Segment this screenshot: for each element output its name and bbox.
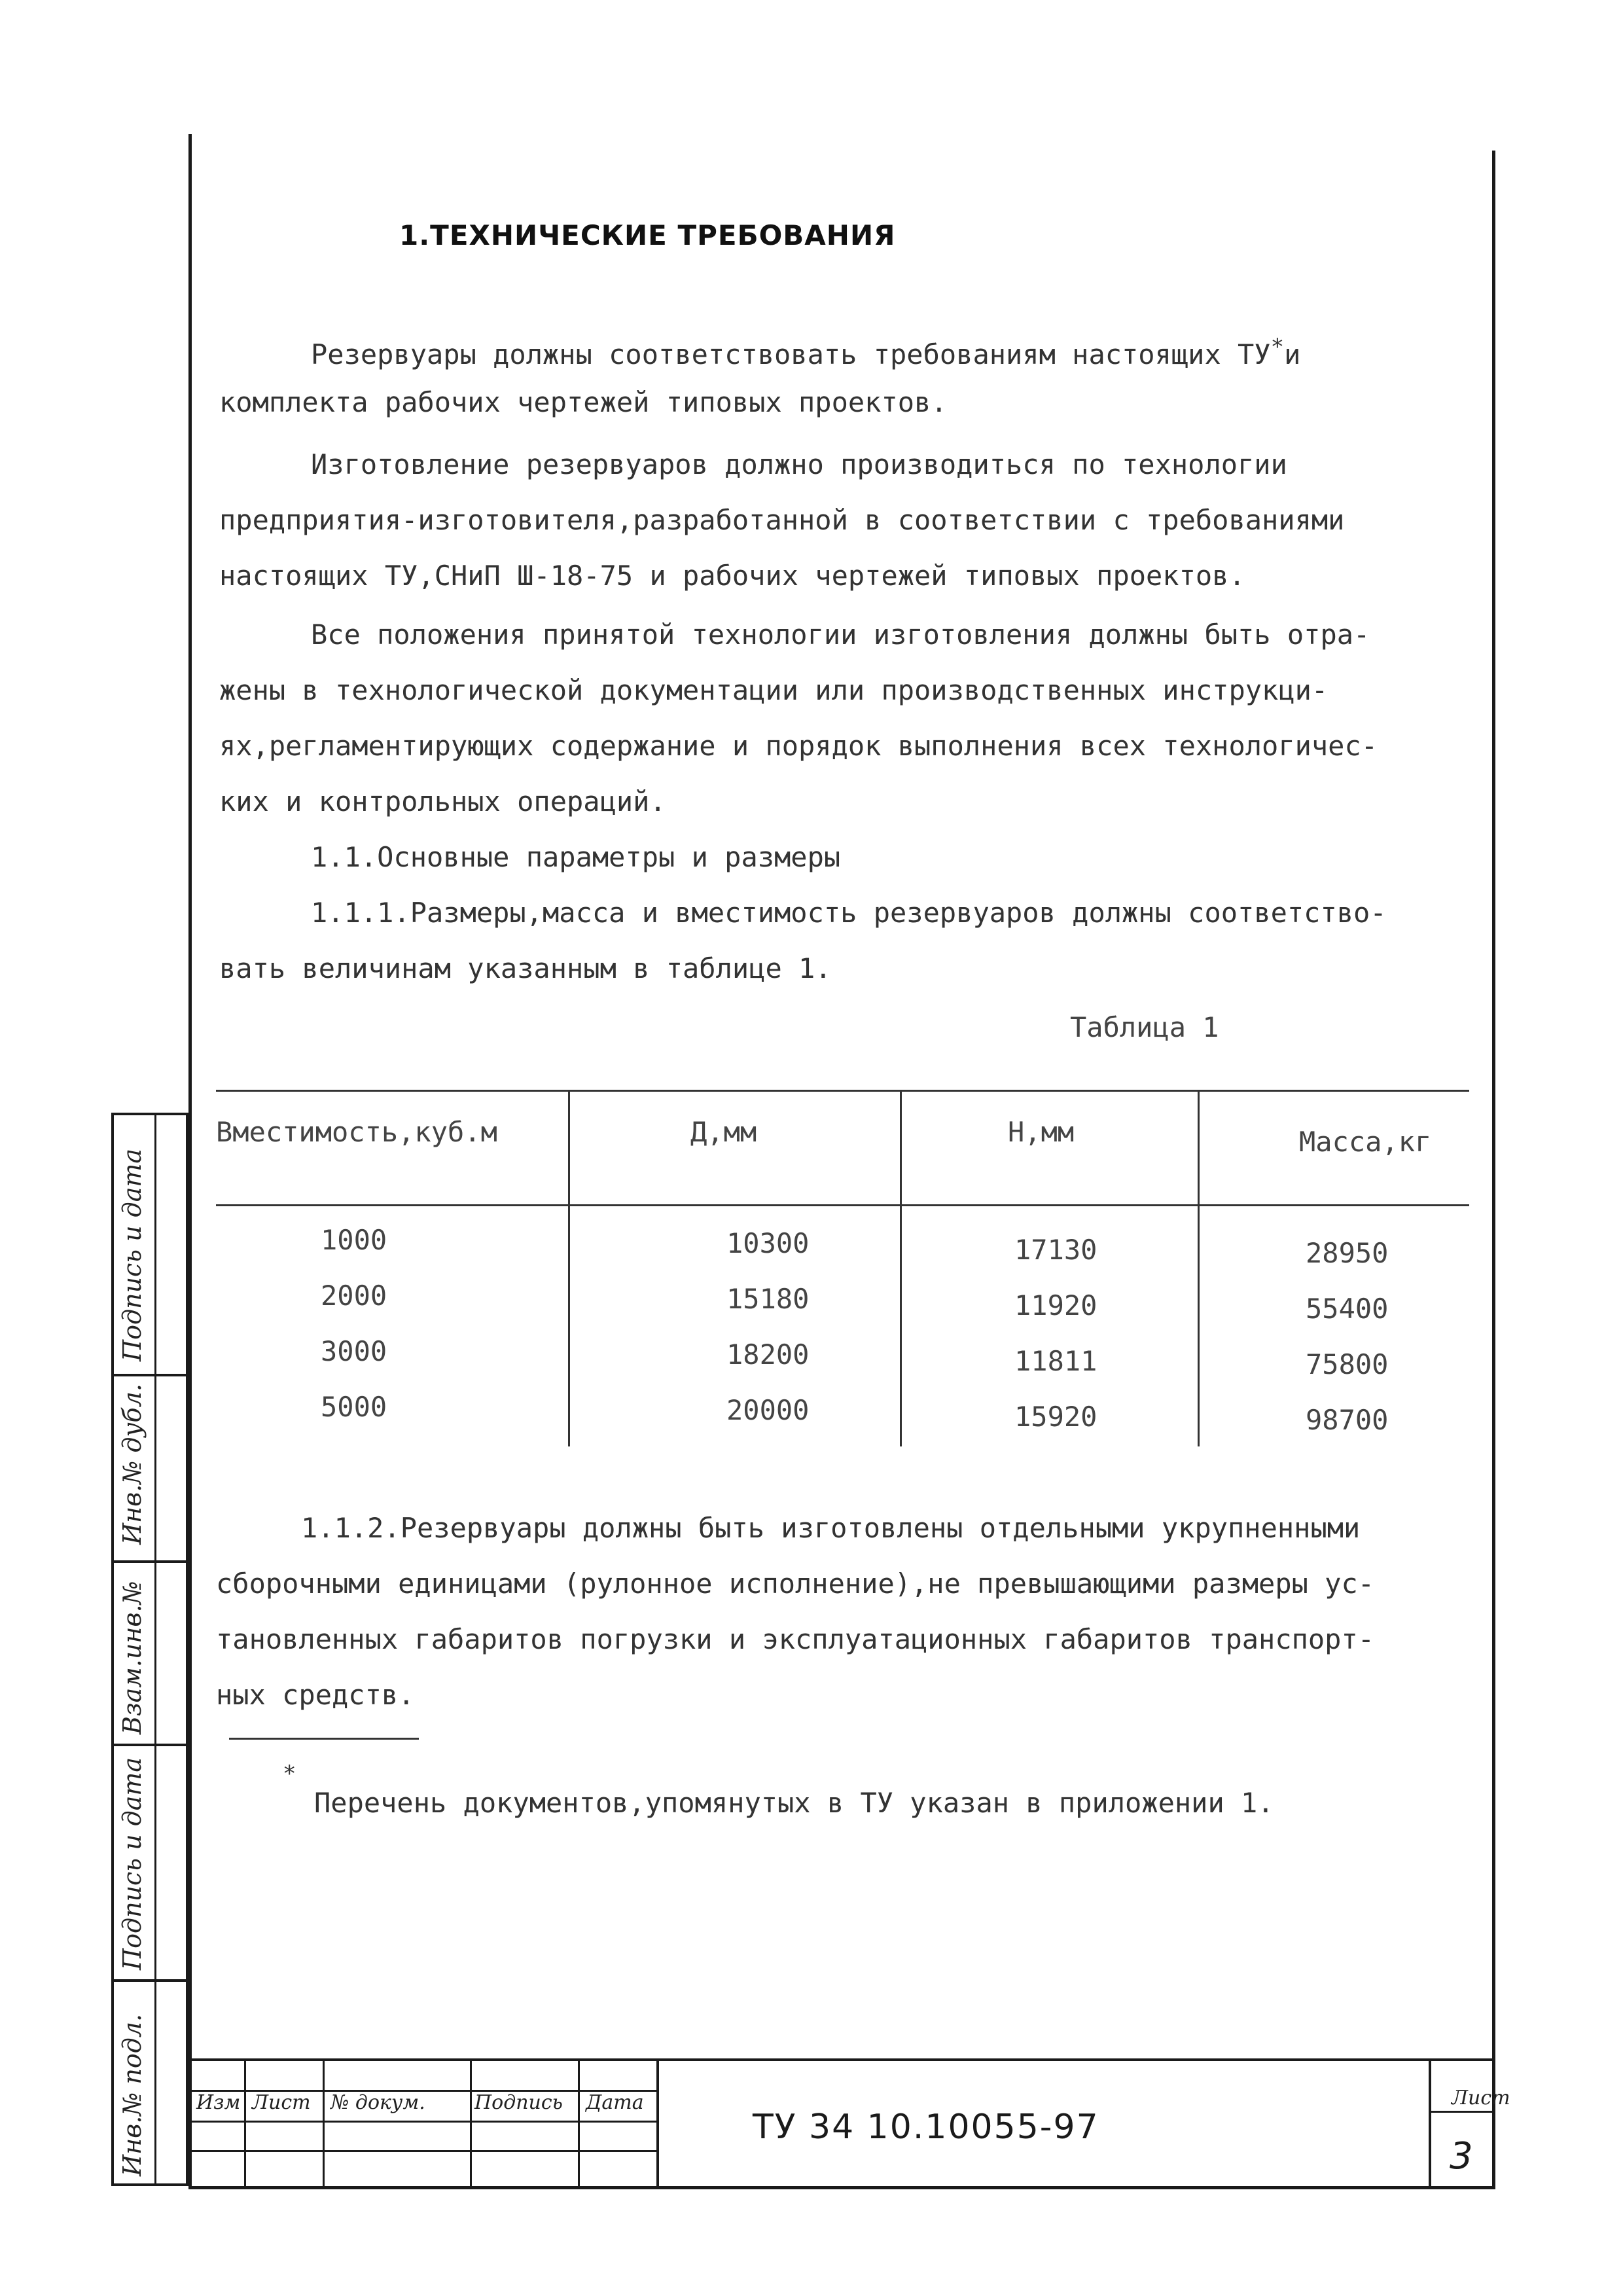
table-cell: 17130 bbox=[1014, 1234, 1097, 1266]
paragraph-3-line-2: жены в технологической документации или производственных инструкци- bbox=[219, 674, 1329, 706]
footnote-text: Перечень документов,упомянутых в ТУ указан в приложении 1. bbox=[314, 1787, 1274, 1819]
paragraph-2-line-1: Изготовление резервуаров должно производиться по технологии bbox=[311, 448, 1287, 480]
table-header-rule bbox=[216, 1204, 1469, 1206]
document-code: ТУ 34 10.10055-97 bbox=[753, 2108, 1099, 2147]
subsection-1-1-2-line-1: 1.1.2.Резервуары должны быть изготовлены отдельными укрупненными bbox=[301, 1512, 1361, 1544]
side-stamp-rule bbox=[114, 1560, 186, 1563]
table-cell: 3000 bbox=[321, 1335, 387, 1367]
table-caption: Таблица 1 bbox=[1070, 1011, 1219, 1043]
title-block-col-rule bbox=[578, 2058, 580, 2186]
table-cell: 98700 bbox=[1306, 1404, 1389, 1436]
title-block-label-signature: Подпись bbox=[474, 2091, 563, 2114]
side-label-signature-date-2: Подпись и дата bbox=[118, 1757, 147, 1970]
section-heading: 1.ТЕХНИЧЕСКИЕ ТРЕБОВАНИЯ bbox=[399, 219, 896, 251]
frame-left-border bbox=[188, 134, 192, 2189]
side-label-replace-inv: Взам.инв.№ bbox=[118, 1581, 147, 1734]
paragraph-2-line-2: предприятия-изготовителя,разработанной в соответствии с требованиями bbox=[219, 504, 1345, 536]
title-block-col-rule bbox=[470, 2058, 472, 2186]
title-block-col-rule bbox=[244, 2058, 246, 2186]
table-cell: 5000 bbox=[321, 1391, 387, 1423]
paragraph-2-line-3: настоящих ТУ,СНиП Ш-18-75 и рабочих чертежей типовых проектов. bbox=[219, 560, 1245, 592]
table-cell: 2000 bbox=[321, 1280, 387, 1312]
title-block-row-rule bbox=[192, 2150, 656, 2152]
footnote-star: * bbox=[283, 1761, 296, 1787]
paragraph-3-line-3: ях,регламентирующих содержание и порядок выполнения всех технологичес- bbox=[219, 730, 1378, 762]
title-block-col-rule bbox=[323, 2058, 325, 2186]
side-label-signature-date-1: Подпись и дата bbox=[118, 1148, 147, 1361]
table-col-divider-3 bbox=[1198, 1090, 1200, 1446]
title-block-row-rule bbox=[192, 2121, 656, 2123]
subsection-1-1-1-line-1: 1.1.1.Размеры,масса и вместимость резервуаров должны соответство- bbox=[311, 897, 1387, 929]
table-cell: 28950 bbox=[1306, 1237, 1389, 1269]
footnote-separator bbox=[229, 1738, 419, 1740]
table-cell: 10300 bbox=[726, 1227, 810, 1259]
table-cell: 75800 bbox=[1306, 1348, 1389, 1380]
table-cell: 11811 bbox=[1014, 1345, 1097, 1377]
paragraph-1-text: Резервуары должны соответствовать требованиям настоящих ТУ bbox=[311, 338, 1271, 370]
table-header-capacity: Вместимость,куб.м bbox=[216, 1116, 497, 1148]
side-stamp-divider bbox=[154, 1115, 156, 2183]
table-header-diameter: Д,мм bbox=[690, 1116, 757, 1148]
title-block-top-rule bbox=[192, 2058, 1492, 2061]
table-header-height: Н,мм bbox=[1008, 1116, 1075, 1148]
side-stamp-rule bbox=[114, 1744, 186, 1746]
table-cell: 20000 bbox=[726, 1394, 810, 1426]
table-top-rule bbox=[216, 1090, 1469, 1092]
paragraph-1-line-2: комплекта рабочих чертежей типовых проектов. bbox=[219, 386, 948, 418]
title-block-col-rule bbox=[656, 2058, 659, 2186]
title-block-label-sheet: Лист bbox=[252, 2091, 311, 2114]
side-label-orig-inv: Инв.№ подл. bbox=[118, 2013, 147, 2176]
table-cell: 55400 bbox=[1306, 1293, 1389, 1325]
table-col-divider-1 bbox=[568, 1090, 570, 1446]
title-block-label-doc-number: № докум. bbox=[330, 2091, 425, 2114]
frame-bottom-border bbox=[190, 2186, 1492, 2189]
table-cell: 11920 bbox=[1014, 1289, 1097, 1321]
paragraph-1-end: и bbox=[1284, 338, 1301, 370]
table-col-divider-2 bbox=[900, 1090, 902, 1446]
subsection-1-1-1-line-2: вать величинам указанным в таблице 1. bbox=[219, 952, 832, 984]
side-label-dup-inv: Инв.№ дубл. bbox=[118, 1384, 147, 1545]
table-cell: 1000 bbox=[321, 1224, 387, 1256]
table-cell: 15920 bbox=[1014, 1401, 1097, 1433]
sheet-label: Лист bbox=[1452, 2087, 1510, 2109]
subsection-1-1-2-line-4: ных средств. bbox=[216, 1679, 415, 1711]
side-stamp-rule bbox=[114, 1374, 186, 1376]
subsection-1-1-2-line-2: сборочными единицами (рулонное исполнение),не превышающими размеры ус- bbox=[216, 1568, 1375, 1600]
side-stamp-rule bbox=[114, 1979, 186, 1982]
table-header-mass: Масса,кг bbox=[1299, 1126, 1432, 1158]
title-block-sheet-rule bbox=[1429, 2058, 1431, 2186]
title-block-label-change: Изм bbox=[196, 2091, 241, 2114]
sheet-number: 3 bbox=[1450, 2135, 1473, 2178]
title-block-label-date: Дата bbox=[586, 2091, 644, 2114]
paragraph-1-line-1 bbox=[311, 334, 1300, 370]
footnote-marker: * bbox=[1270, 334, 1285, 360]
paragraph-3-line-1: Все положения принятой технологии изготовления должны быть отра- bbox=[311, 619, 1370, 651]
subsection-1-1: 1.1.Основные параметры и размеры bbox=[311, 841, 841, 873]
frame-right-border bbox=[1492, 151, 1495, 2189]
subsection-1-1-2-line-3: тановленных габаритов погрузки и эксплуатационных габаритов транспорт- bbox=[216, 1623, 1375, 1655]
paragraph-3-line-4: ких и контрольных операций. bbox=[219, 785, 666, 817]
title-block-sheet-row-rule bbox=[1429, 2111, 1492, 2113]
table-cell: 15180 bbox=[726, 1283, 810, 1315]
table-cell: 18200 bbox=[726, 1338, 810, 1371]
